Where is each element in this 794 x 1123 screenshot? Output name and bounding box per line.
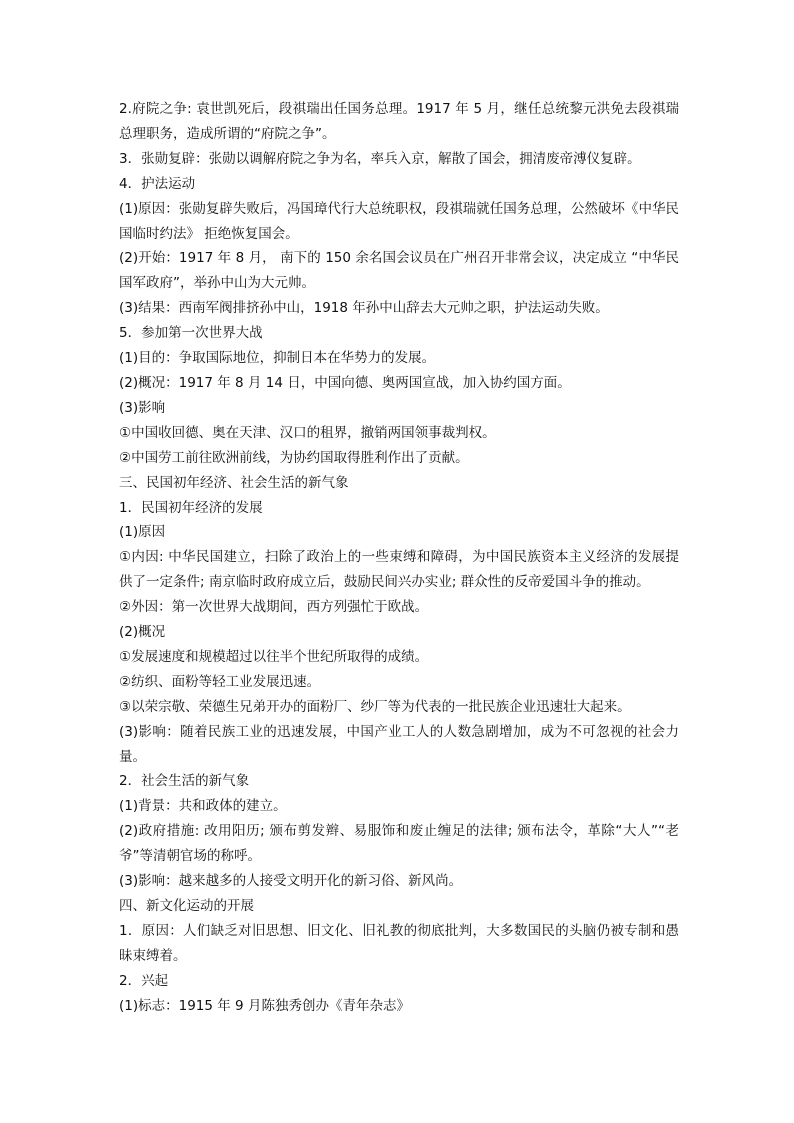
paragraph: (1)标志：1915 年 9 月陈独秀创办《青年杂志》 — [119, 997, 410, 1014]
heading: 2．兴起 — [119, 972, 169, 989]
section-heading: 四、新文化运动的开展 — [119, 898, 254, 914]
heading: 4．护法运动 — [119, 175, 196, 192]
paragraph: (2)政府措施: 改用阳历; 颁布剪发辫、易服饰和废止缠足的法律; 颁布法令，革除“大人”“老爷”等清朝官场的称呼。 — [119, 823, 679, 865]
paragraph: (3)影响：随着民族工业的迅速发展，中国产业工人的人数急剧增加，成为不可忽视的社会力量。 — [119, 723, 679, 765]
section-heading: 三、民国初年经济、社会生活的新气象 — [119, 474, 349, 491]
paragraph: (2)概况：1917 年 8 月 14 日，中国向德、奥两国宣战，加入协约国方面。 — [119, 374, 571, 391]
heading: 5．参加第一次世界大战 — [119, 325, 263, 342]
paragraph: ②中国劳工前往欧洲前线，为协约国取得胜利作出了贡献。 — [119, 449, 469, 466]
paragraph: 1．原因：人们缺乏对旧思想、旧文化、旧礼教的彻底批判，大多数国民的头脑仍被专制和愚昧束缚着。 — [119, 922, 679, 964]
paragraph: (1)原因：张勋复辟失败后，冯国璋代行大总统职权，段祺瑞就任国务总理，公然破坏《中华民国临时约法》 拒绝恢复国会。 — [119, 200, 679, 242]
paragraph: (1)原因 — [119, 524, 166, 541]
paragraph: 2.府院之争: 袁世凯死后，段祺瑞出任国务总理。1917 年 5 月，继任总统黎元洪免去段祺瑞总理职务，造成所谓的“府院之争”。 — [119, 101, 679, 142]
paragraph: (2)概况 — [119, 624, 166, 641]
paragraph: ①中国收回德、奥在天津、汉口的租界，撤销两国领事裁判权。 — [119, 424, 496, 441]
paragraph: (3)影响 — [119, 399, 166, 416]
paragraph: (1)背景：共和政体的建立。 — [119, 798, 287, 815]
paragraph: 3．张勋复辟：张勋以调解府院之争为名，率兵入京，解散了国会，拥清废帝溥仪复辟。 — [119, 150, 641, 167]
paragraph: ②纺织、面粉等轻工业发展迅速。 — [119, 673, 321, 690]
paragraph: (3)影响：越来越多的人接受文明开化的新习俗、新风尚。 — [119, 873, 463, 890]
heading: 1．民国初年经济的发展 — [119, 499, 263, 516]
paragraph: (1)目的：争取国际地位，抑制日本在华势力的发展。 — [119, 350, 436, 367]
heading: 2．社会生活的新气象 — [119, 773, 250, 790]
paragraph: ①发展速度和规模超过以往半个世纪所取得的成绩。 — [119, 648, 429, 665]
paragraph: (2)开始：1917 年 8 月， 南下的 150 余名国会议员在广州召开非常会议，决定成立 “中华民国军政府”，举孙中山为大元帅。 — [119, 250, 679, 292]
paragraph: ③以荣宗敬、荣德生兄弟开办的面粉厂、纱厂等为代表的一批民族企业迅速壮大起来。 — [119, 698, 631, 715]
paragraph: ②外因：第一次世界大战期间，西方列强忙于欧战。 — [119, 599, 429, 616]
paragraph: (3)结果：西南军阀排挤孙中山，1918 年孙中山辞去大元帅之职，护法运动失败。 — [119, 300, 609, 317]
paragraph: ①内因: 中华民国建立，扫除了政治上的一些束缚和障碍，为中国民族资本主义经济的发展提供了一定条件; 南京临时政府成立后，鼓励民间兴办实业; 群众性的反帝爱国斗争的推动。 — [119, 549, 679, 591]
document-body — [119, 97, 679, 1019]
